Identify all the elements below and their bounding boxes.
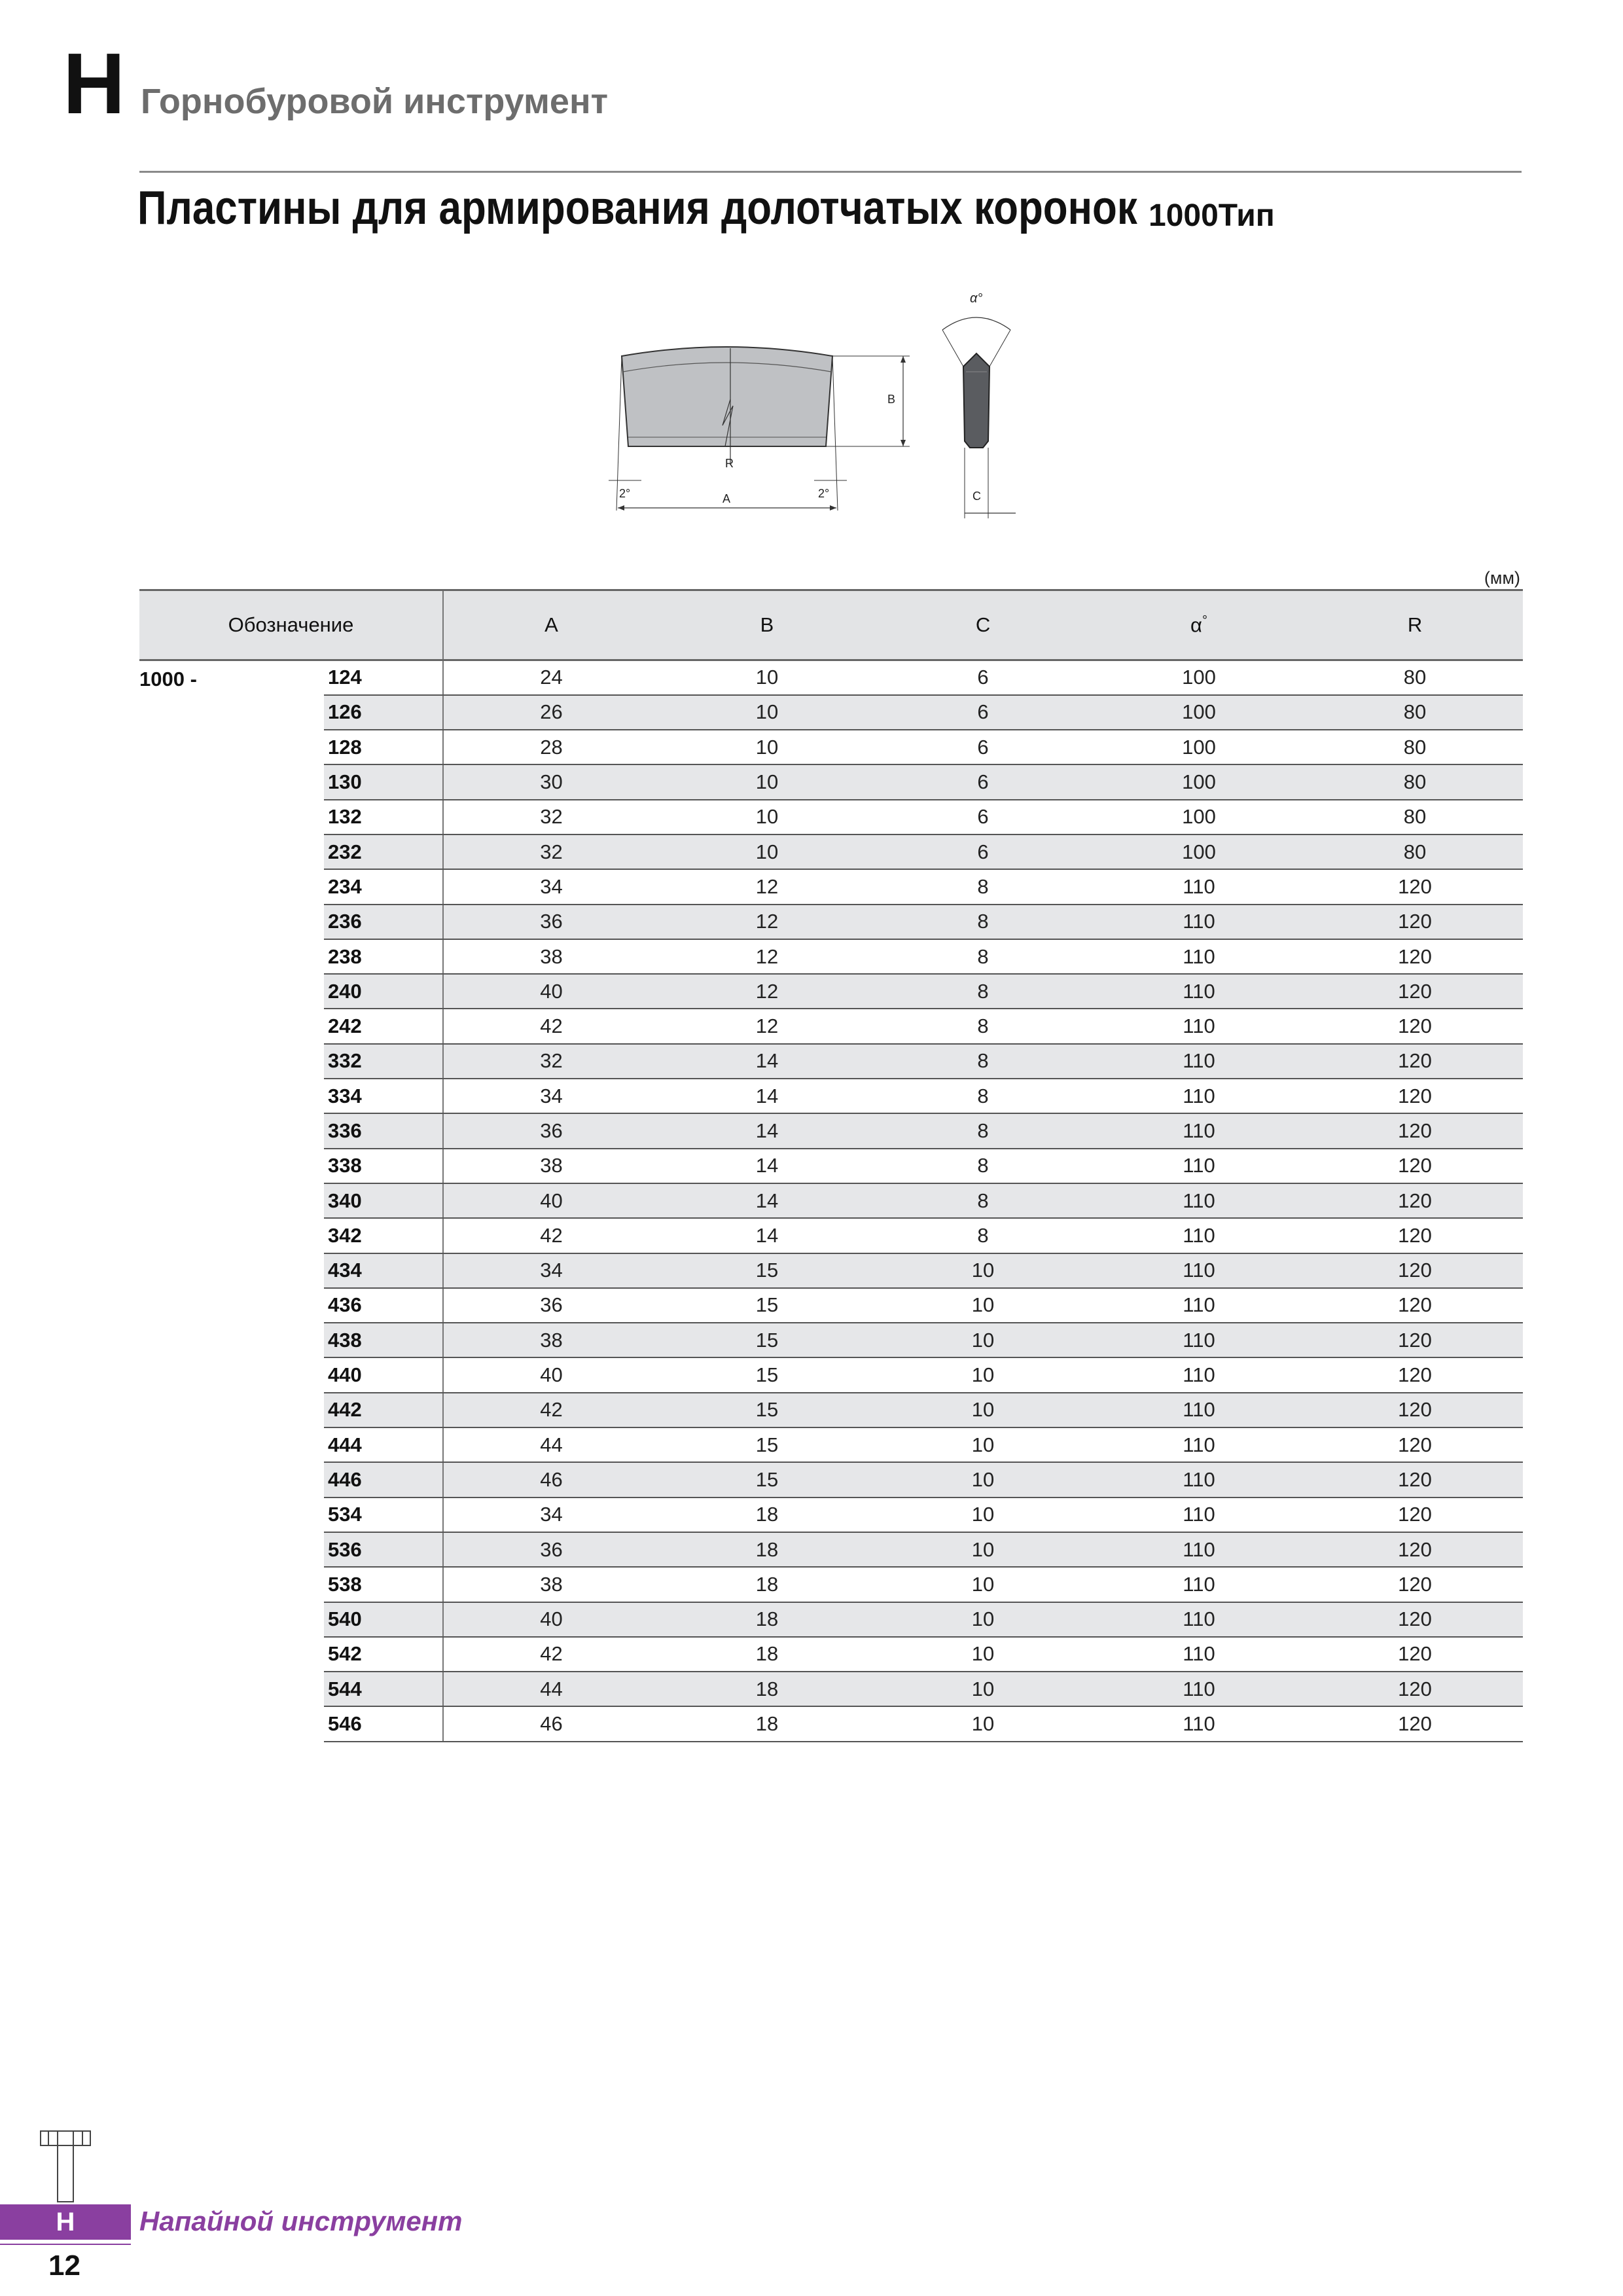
cell-alpha: 110	[1091, 939, 1307, 974]
cell-b: 10	[659, 695, 875, 730]
cell-a: 34	[443, 1498, 659, 1532]
cell-b: 12	[659, 869, 875, 904]
designation-code: 440	[324, 1357, 443, 1392]
table-row	[139, 1218, 1523, 1253]
cell-b: 10	[659, 834, 875, 869]
footer-section-letter: H	[56, 2208, 75, 2236]
section-letter: H	[63, 35, 126, 132]
cell-a: 38	[443, 1567, 659, 1602]
cell-c: 10	[875, 1602, 1091, 1637]
cell-r: 80	[1307, 764, 1523, 799]
cell-c: 10	[875, 1357, 1091, 1392]
cell-b: 15	[659, 1288, 875, 1323]
header-r: R	[1307, 590, 1523, 660]
cell-r: 120	[1307, 1253, 1523, 1288]
cell-a: 40	[443, 1602, 659, 1637]
cell-b: 18	[659, 1672, 875, 1706]
cell-a: 38	[443, 1149, 659, 1183]
cell-c: 8	[875, 974, 1091, 1009]
cell-r: 120	[1307, 1498, 1523, 1532]
table-row	[139, 1498, 1523, 1532]
table-row	[139, 1706, 1523, 1741]
cell-c: 10	[875, 1288, 1091, 1323]
cell-r: 120	[1307, 1532, 1523, 1567]
cell-alpha: 100	[1091, 695, 1307, 730]
cell-b: 10	[659, 764, 875, 799]
cell-c: 10	[875, 1637, 1091, 1672]
cell-c: 6	[875, 660, 1091, 695]
cell-alpha: 110	[1091, 1462, 1307, 1497]
table-row	[139, 1044, 1523, 1079]
table-body	[139, 660, 1523, 1742]
cell-a: 28	[443, 730, 659, 764]
tool-bit-icon	[38, 2127, 93, 2206]
cell-c: 8	[875, 1183, 1091, 1218]
cell-a: 36	[443, 1288, 659, 1323]
cell-a: 36	[443, 905, 659, 939]
cell-r: 120	[1307, 1357, 1523, 1392]
insert-drawing	[602, 275, 1073, 524]
cell-a: 34	[443, 1253, 659, 1288]
header-designation: Обозначение	[139, 590, 443, 660]
cell-alpha: 110	[1091, 1009, 1307, 1043]
cell-a: 40	[443, 1357, 659, 1392]
cell-c: 8	[875, 1149, 1091, 1183]
table-row	[139, 974, 1523, 1009]
page-title: Пластины для армирования долотчатых коронок	[137, 182, 1137, 234]
c-label: C	[972, 490, 981, 503]
cell-b: 12	[659, 974, 875, 1009]
cell-r: 120	[1307, 1009, 1523, 1043]
cell-alpha: 110	[1091, 974, 1307, 1009]
designation-code: 444	[324, 1427, 443, 1462]
cell-alpha: 110	[1091, 1218, 1307, 1253]
designation-code: 342	[324, 1218, 443, 1253]
designation-code: 546	[324, 1706, 443, 1741]
header-a: A	[443, 590, 659, 660]
designation-code: 438	[324, 1323, 443, 1357]
cell-c: 8	[875, 1079, 1091, 1113]
designation-code: 536	[324, 1532, 443, 1567]
cell-alpha: 110	[1091, 1602, 1307, 1637]
spec-table	[139, 589, 1523, 1742]
cell-a: 46	[443, 1462, 659, 1497]
table-row	[139, 660, 1523, 695]
cell-b: 15	[659, 1393, 875, 1427]
table-row	[139, 1427, 1523, 1462]
cell-alpha: 110	[1091, 1393, 1307, 1427]
designation-code: 234	[324, 869, 443, 904]
cell-r: 80	[1307, 660, 1523, 695]
cell-a: 38	[443, 1323, 659, 1357]
cell-alpha: 110	[1091, 1149, 1307, 1183]
table-row	[139, 1288, 1523, 1323]
cell-r: 120	[1307, 905, 1523, 939]
cell-b: 12	[659, 905, 875, 939]
designation-code: 436	[324, 1288, 443, 1323]
cell-a: 24	[443, 660, 659, 695]
cell-a: 34	[443, 869, 659, 904]
table-row	[139, 1323, 1523, 1357]
cell-r: 120	[1307, 1567, 1523, 1602]
header-alpha	[1091, 590, 1307, 660]
cell-r: 120	[1307, 1427, 1523, 1462]
cell-b: 15	[659, 1357, 875, 1392]
cell-c: 10	[875, 1253, 1091, 1288]
cell-b: 18	[659, 1567, 875, 1602]
table-row	[139, 1009, 1523, 1043]
cell-r: 120	[1307, 1462, 1523, 1497]
a-label: A	[722, 492, 731, 505]
table-row	[139, 1149, 1523, 1183]
cell-b: 15	[659, 1427, 875, 1462]
cell-c: 10	[875, 1323, 1091, 1357]
cell-c: 10	[875, 1427, 1091, 1462]
cell-a: 32	[443, 1044, 659, 1079]
designation-code: 534	[324, 1498, 443, 1532]
designation-code: 128	[324, 730, 443, 764]
cell-alpha: 100	[1091, 730, 1307, 764]
designation-code: 126	[324, 695, 443, 730]
cell-c: 8	[875, 939, 1091, 974]
designation-code: 544	[324, 1672, 443, 1706]
designation-code: 442	[324, 1393, 443, 1427]
cell-r: 120	[1307, 1706, 1523, 1741]
designation-code: 334	[324, 1079, 443, 1113]
cell-alpha: 110	[1091, 1113, 1307, 1148]
table-row	[139, 869, 1523, 904]
cell-alpha: 100	[1091, 800, 1307, 834]
table-row	[139, 800, 1523, 834]
designation-code: 332	[324, 1044, 443, 1079]
table-row	[139, 730, 1523, 764]
cell-c: 6	[875, 764, 1091, 799]
cell-a: 42	[443, 1393, 659, 1427]
cell-r: 120	[1307, 1602, 1523, 1637]
cell-c: 10	[875, 1498, 1091, 1532]
designation-code: 434	[324, 1253, 443, 1288]
r-label: R	[725, 457, 734, 470]
cell-alpha: 110	[1091, 1253, 1307, 1288]
designation-code: 446	[324, 1462, 443, 1497]
designation-code: 232	[324, 834, 443, 869]
cell-c: 6	[875, 695, 1091, 730]
cell-b: 18	[659, 1532, 875, 1567]
cell-alpha: 110	[1091, 869, 1307, 904]
cell-b: 14	[659, 1218, 875, 1253]
table-row	[139, 1079, 1523, 1113]
cell-r: 80	[1307, 730, 1523, 764]
cell-r: 120	[1307, 1113, 1523, 1148]
table-row	[139, 1113, 1523, 1148]
unit-label: (мм)	[1484, 568, 1520, 588]
page-title-block	[137, 182, 1300, 234]
designation-code: 238	[324, 939, 443, 974]
table-row	[139, 1532, 1523, 1567]
cell-a: 44	[443, 1672, 659, 1706]
cell-c: 10	[875, 1672, 1091, 1706]
cell-b: 14	[659, 1044, 875, 1079]
table-row	[139, 695, 1523, 730]
designation-code: 540	[324, 1602, 443, 1637]
cell-a: 40	[443, 974, 659, 1009]
cell-c: 8	[875, 869, 1091, 904]
cell-c: 8	[875, 1113, 1091, 1148]
b-label: B	[887, 393, 896, 406]
cell-a: 30	[443, 764, 659, 799]
cell-b: 18	[659, 1706, 875, 1741]
cell-alpha: 110	[1091, 1672, 1307, 1706]
cell-alpha: 110	[1091, 1532, 1307, 1567]
table-row	[139, 764, 1523, 799]
cell-a: 36	[443, 1113, 659, 1148]
cell-r: 120	[1307, 939, 1523, 974]
cell-b: 12	[659, 939, 875, 974]
table-row	[139, 1462, 1523, 1497]
table-row	[139, 834, 1523, 869]
cell-r: 120	[1307, 1044, 1523, 1079]
section-name: Горнобуровой инструмент	[141, 82, 609, 121]
cell-b: 10	[659, 800, 875, 834]
cell-b: 14	[659, 1079, 875, 1113]
cell-b: 15	[659, 1253, 875, 1288]
cell-a: 42	[443, 1218, 659, 1253]
cell-r: 120	[1307, 1393, 1523, 1427]
cell-b: 15	[659, 1323, 875, 1357]
cell-a: 42	[443, 1009, 659, 1043]
angle-left-label: 2°	[619, 487, 631, 500]
page-title-suffix: 1000Тип	[1149, 198, 1275, 233]
designation-code: 336	[324, 1113, 443, 1148]
cell-r: 120	[1307, 974, 1523, 1009]
cell-alpha: 110	[1091, 1044, 1307, 1079]
table-row	[139, 1357, 1523, 1392]
cell-b: 10	[659, 660, 875, 695]
cell-alpha: 100	[1091, 834, 1307, 869]
angle-right-label: 2°	[818, 487, 830, 500]
table-row	[139, 1637, 1523, 1672]
cell-a: 36	[443, 1532, 659, 1567]
cell-c: 10	[875, 1532, 1091, 1567]
header-alpha-degree: °	[1202, 613, 1207, 628]
designation-code: 240	[324, 974, 443, 1009]
cell-b: 18	[659, 1498, 875, 1532]
page-number: 12	[48, 2250, 80, 2282]
cell-r: 120	[1307, 1637, 1523, 1672]
cell-b: 18	[659, 1602, 875, 1637]
alpha-label: α°	[970, 291, 983, 306]
cell-a: 46	[443, 1706, 659, 1741]
cell-alpha: 110	[1091, 1498, 1307, 1532]
cell-r: 80	[1307, 695, 1523, 730]
table-row	[139, 1672, 1523, 1706]
cell-a: 26	[443, 695, 659, 730]
designation-code: 338	[324, 1149, 443, 1183]
cell-c: 6	[875, 730, 1091, 764]
designation-code: 242	[324, 1009, 443, 1043]
cell-r: 120	[1307, 1672, 1523, 1706]
designation-prefix: 1000 -	[139, 668, 197, 691]
header-divider	[139, 171, 1522, 173]
cell-a: 40	[443, 1183, 659, 1218]
table-row	[139, 1393, 1523, 1427]
cell-alpha: 110	[1091, 1567, 1307, 1602]
header-c: C	[875, 590, 1091, 660]
cell-c: 8	[875, 905, 1091, 939]
cell-alpha: 100	[1091, 764, 1307, 799]
cell-b: 18	[659, 1637, 875, 1672]
designation-code: 340	[324, 1183, 443, 1218]
cell-a: 32	[443, 800, 659, 834]
cell-alpha: 110	[1091, 1637, 1307, 1672]
cell-r: 120	[1307, 1323, 1523, 1357]
cell-alpha: 110	[1091, 1323, 1307, 1357]
cell-b: 14	[659, 1183, 875, 1218]
cell-c: 10	[875, 1706, 1091, 1741]
table-row	[139, 1253, 1523, 1288]
cell-a: 42	[443, 1637, 659, 1672]
cell-r: 120	[1307, 1218, 1523, 1253]
cell-a: 34	[443, 1079, 659, 1113]
cell-r: 120	[1307, 1149, 1523, 1183]
cell-c: 6	[875, 834, 1091, 869]
designation-code: 538	[324, 1567, 443, 1602]
designation-code: 236	[324, 905, 443, 939]
table-header-row	[139, 590, 1523, 660]
designation-code: 132	[324, 800, 443, 834]
cell-b: 15	[659, 1462, 875, 1497]
cell-c: 8	[875, 1218, 1091, 1253]
cell-r: 80	[1307, 800, 1523, 834]
table-row	[139, 905, 1523, 939]
cell-a: 32	[443, 834, 659, 869]
cell-alpha: 110	[1091, 1357, 1307, 1392]
cell-a: 38	[443, 939, 659, 974]
cell-alpha: 110	[1091, 905, 1307, 939]
cell-b: 12	[659, 1009, 875, 1043]
cell-alpha: 110	[1091, 1706, 1307, 1741]
cell-b: 14	[659, 1149, 875, 1183]
designation-code: 124	[324, 660, 443, 695]
header-b: B	[659, 590, 875, 660]
cell-alpha: 110	[1091, 1288, 1307, 1323]
cell-c: 10	[875, 1462, 1091, 1497]
cell-r: 120	[1307, 1288, 1523, 1323]
cell-a: 44	[443, 1427, 659, 1462]
cell-b: 10	[659, 730, 875, 764]
footer-rule	[0, 2244, 131, 2245]
cell-r: 120	[1307, 1079, 1523, 1113]
insert-side-view	[963, 353, 990, 448]
cell-b: 14	[659, 1113, 875, 1148]
cell-alpha: 100	[1091, 660, 1307, 695]
table-row	[139, 1567, 1523, 1602]
cell-c: 6	[875, 800, 1091, 834]
insert-front-view	[622, 347, 832, 446]
cell-alpha: 110	[1091, 1183, 1307, 1218]
cell-alpha: 110	[1091, 1079, 1307, 1113]
header-alpha-symbol: α	[1190, 613, 1202, 637]
cell-r: 80	[1307, 834, 1523, 869]
cell-c: 10	[875, 1393, 1091, 1427]
table-row	[139, 939, 1523, 974]
table-row	[139, 1602, 1523, 1637]
table-row	[139, 1183, 1523, 1218]
cell-c: 8	[875, 1044, 1091, 1079]
cell-alpha: 110	[1091, 1427, 1307, 1462]
alpha-arc	[942, 317, 1010, 330]
cell-r: 120	[1307, 869, 1523, 904]
designation-code: 542	[324, 1637, 443, 1672]
cell-r: 120	[1307, 1183, 1523, 1218]
cell-c: 10	[875, 1567, 1091, 1602]
cell-c: 8	[875, 1009, 1091, 1043]
designation-code: 130	[324, 764, 443, 799]
footer-category: Напайной инструмент	[139, 2206, 463, 2236]
